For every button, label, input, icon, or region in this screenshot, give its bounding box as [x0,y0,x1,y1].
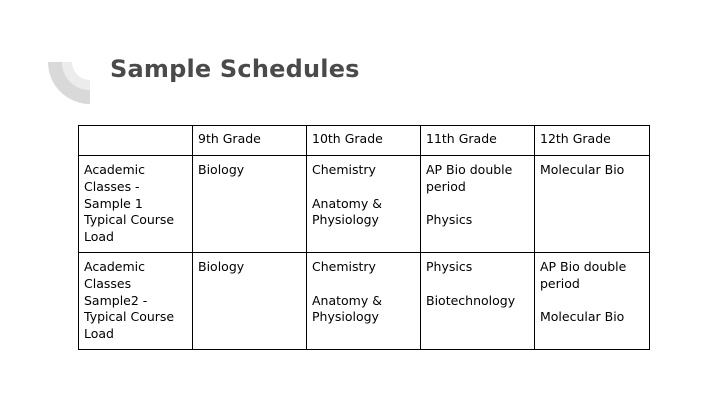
row-label-cell [79,156,193,253]
row-label-cell [79,252,193,349]
header-cell-10th-grade: 10th Grade [307,126,421,156]
course-name: Biology [198,258,245,274]
row-label-line: Sample 1 [84,195,143,211]
row-label-line: Classes [84,275,132,291]
row-label-line: Typical Course [84,309,175,325]
header-cell-12th-grade: 12th Grade [535,126,650,156]
header-cell-11th-grade: 11th Grade [421,126,535,156]
course-cell-10th [307,252,421,349]
row-label-line: Sample2 - [84,292,148,308]
course-cell-11th [421,156,535,253]
row-label-line: Load [84,326,114,342]
row-label-line: Academic [84,258,146,274]
course-name: Physiology [312,309,379,325]
row-label-line: Load [84,229,114,245]
header-cell-empty [79,126,193,156]
course-name: Chemistry [312,258,376,274]
course-cell-9th [193,156,307,253]
table-row [79,252,650,349]
row-label-line: Academic [84,162,146,177]
course-name: Chemistry [312,162,376,177]
course-name: AP Bio double [540,258,627,274]
course-cell-12th [535,156,650,253]
course-name: Physics [426,258,473,274]
decorative-corner-shape [48,62,90,104]
course-name: Molecular Bio [540,309,625,325]
row-label-line: Typical Course [84,212,175,228]
course-cell-12th [535,252,650,349]
course-name: Physics [426,212,473,228]
course-name: Molecular Bio [540,162,625,177]
course-name: AP Bio double [426,162,513,177]
course-name: Anatomy & [312,292,382,308]
course-name: Physiology [312,212,379,228]
course-name: Anatomy & [312,195,382,211]
course-name: Biology [198,162,245,177]
slide-title: Sample Schedules [110,55,360,83]
table-row [79,156,650,253]
course-cell-9th [193,252,307,349]
row-label-line: Classes - [84,178,140,194]
course-cell-11th [421,252,535,349]
course-name: Biotechnology [426,292,516,308]
course-name: period [540,275,580,291]
course-name: period [426,178,466,194]
course-cell-10th [307,156,421,253]
table-header-row [79,126,650,156]
header-cell-9th-grade: 9th Grade [193,126,307,156]
schedule-table [78,125,650,350]
